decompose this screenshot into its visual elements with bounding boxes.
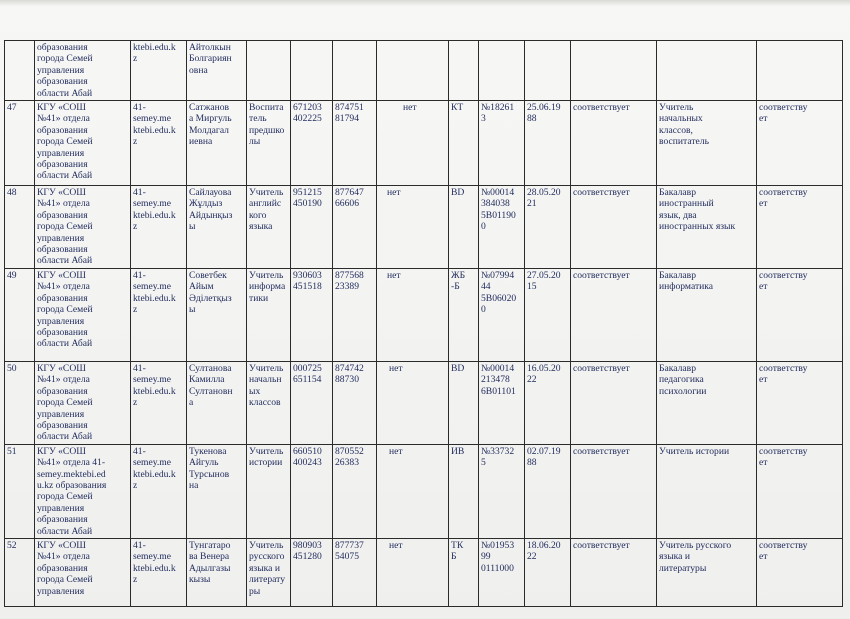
position-cell: Воспита тель предшко лы xyxy=(247,101,291,186)
diploma-date-cell: 18.06.20 22 xyxy=(525,538,571,606)
conformity-cell: соответствует xyxy=(571,444,657,538)
website-cell: 41- semey.me ktebi.edu.k z xyxy=(131,186,187,269)
iin-cell: 000725 651154 xyxy=(291,361,333,444)
full-name-cell: Сайлауова Жұлдыз Айдынқыз ы xyxy=(187,186,247,269)
diploma-number-cell: №00014 213478 6В01101 xyxy=(479,361,525,444)
diploma-series-cell xyxy=(449,41,479,101)
iin-cell: 951215 450190 xyxy=(291,186,333,269)
organization-cell: КГУ «СОШ №41» отдела образования города Семей управления xyxy=(35,538,131,606)
position-cell: Учитель английс кого языка xyxy=(247,186,291,269)
position-cell: Учитель информа тики xyxy=(247,268,291,361)
qualification-cell: Учитель начальных классов, воспитатель xyxy=(657,101,757,186)
diploma-number-cell: №01953 99 0111000 xyxy=(479,538,525,606)
diploma-number-cell: №18261 3 xyxy=(479,101,525,186)
iin-cell: 671203 402225 xyxy=(291,101,333,186)
staff-registry-table xyxy=(4,40,843,607)
phone-cell: 870552 26383 xyxy=(333,444,377,538)
diploma-date-cell: 25.06.19 88 xyxy=(525,101,571,186)
row-number: 50 xyxy=(5,361,35,444)
phone-cell: 874742 88730 xyxy=(333,361,377,444)
diploma-date-cell: 27.05.20 15 xyxy=(525,268,571,361)
organization-cell: КГУ «СОШ №41» отдела образования города Семей управления образования области Абай xyxy=(35,186,131,269)
organization-cell: образования города Семей управления образования области Абай xyxy=(35,41,131,101)
iin-cell: 930603 451518 xyxy=(291,268,333,361)
scan-edge-shadow xyxy=(0,0,850,6)
conformity-cell xyxy=(571,41,657,101)
row-number xyxy=(5,41,35,101)
website-cell: 41- semey.me ktebi.edu.k z xyxy=(131,268,187,361)
row-number: 47 xyxy=(5,101,35,186)
conclusion-cell: соответству ет xyxy=(757,538,843,606)
phone-cell: 877568 23389 xyxy=(333,268,377,361)
diploma-number-cell xyxy=(479,41,525,101)
table-row xyxy=(5,538,843,606)
diploma-date-cell: 02.07.19 88 xyxy=(525,444,571,538)
conclusion-cell: соответству ет xyxy=(757,101,843,186)
phone-cell xyxy=(333,41,377,101)
conclusion-cell: соответству ет xyxy=(757,361,843,444)
qualification-cell: Учитель истории xyxy=(657,444,757,538)
qualification-cell: Бакалавр иностранный язык, два иностранных язык xyxy=(657,186,757,269)
table-row xyxy=(5,186,843,269)
diploma-series-cell: ТК Б xyxy=(449,538,479,606)
organization-cell: КГУ «СОШ №41» отдела образования города Семей управления образования области Абай xyxy=(35,101,131,186)
diploma-series-cell: BD xyxy=(449,186,479,269)
conclusion-cell: соответству ет xyxy=(757,444,843,538)
conformity-cell: соответствует xyxy=(571,538,657,606)
website-cell: 41- semey.me ktebi.edu.k z xyxy=(131,538,187,606)
qualification-cell: Бакалавр информатика xyxy=(657,268,757,361)
flag-cell: нет xyxy=(377,361,449,444)
full-name-cell: Советбек Айым Әділетқыз ы xyxy=(187,268,247,361)
row-number: 51 xyxy=(5,444,35,538)
position-cell xyxy=(247,41,291,101)
conclusion-cell: соответству ет xyxy=(757,186,843,269)
conformity-cell: соответствует xyxy=(571,268,657,361)
full-name-cell: Тукенова Айгуль Турсынов на xyxy=(187,444,247,538)
website-cell: 41- semey.me ktebi.edu.k z xyxy=(131,361,187,444)
website-cell: 41- semey.me ktebi.edu.k z xyxy=(131,444,187,538)
row-number: 48 xyxy=(5,186,35,269)
position-cell: Учитель русского языка и литерату ры xyxy=(247,538,291,606)
diploma-series-cell: ЖБ -Б xyxy=(449,268,479,361)
row-number: 49 xyxy=(5,268,35,361)
diploma-date-cell: 16.05.20 22 xyxy=(525,361,571,444)
website-cell: 41- semey.me ktebi.edu.k z xyxy=(131,101,187,186)
flag-cell: нет xyxy=(377,444,449,538)
website-cell: ktebi.edu.k z xyxy=(131,41,187,101)
diploma-number-cell: №33732 5 xyxy=(479,444,525,538)
phone-cell: 877647 66606 xyxy=(333,186,377,269)
flag-cell xyxy=(377,41,449,101)
conclusion-cell: соответству ет xyxy=(757,268,843,361)
full-name-cell: Айтолкын Болгариян овна xyxy=(187,41,247,101)
diploma-date-cell xyxy=(525,41,571,101)
full-name-cell: Тунгатаро ва Венера Адылгазы кызы xyxy=(187,538,247,606)
diploma-date-cell: 28.05.20 21 xyxy=(525,186,571,269)
organization-cell: КГУ «СОШ №41» отдела образования города Семей управления образования области Абай xyxy=(35,361,131,444)
full-name-cell: Сатжанов а Миргуль Молдагал иевна xyxy=(187,101,247,186)
full-name-cell: Султанова Камилла Султановн а xyxy=(187,361,247,444)
organization-cell: КГУ «СОШ №41» отдела 41- semey.mektebi.ed u.kz образования города Семей управления образования области Абай xyxy=(35,444,131,538)
table-row xyxy=(5,41,843,101)
flag-cell: нет xyxy=(377,101,449,186)
flag-cell: нет xyxy=(377,268,449,361)
conformity-cell: соответствует xyxy=(571,361,657,444)
position-cell: Учитель начальн ых классов xyxy=(247,361,291,444)
diploma-series-cell: ИВ xyxy=(449,444,479,538)
conformity-cell: соответствует xyxy=(571,101,657,186)
conformity-cell: соответствует xyxy=(571,186,657,269)
qualification-cell: Учитель русского языка и литературы xyxy=(657,538,757,606)
table-row xyxy=(5,444,843,538)
row-number: 52 xyxy=(5,538,35,606)
table-row xyxy=(5,268,843,361)
organization-cell: КГУ «СОШ №41» отдела образования города Семей управления образования области Абай xyxy=(35,268,131,361)
diploma-number-cell: №00014 384038 5В01190 0 xyxy=(479,186,525,269)
diploma-number-cell: №07994 44 5В06020 0 xyxy=(479,268,525,361)
diploma-series-cell: КТ xyxy=(449,101,479,186)
phone-cell: 877737 54075 xyxy=(333,538,377,606)
qualification-cell: Бакалавр педагогика психологии xyxy=(657,361,757,444)
flag-cell: нет xyxy=(377,186,449,269)
table-row xyxy=(5,361,843,444)
flag-cell: нет xyxy=(377,538,449,606)
iin-cell: 980903 451280 xyxy=(291,538,333,606)
diploma-series-cell: BD xyxy=(449,361,479,444)
conclusion-cell xyxy=(757,41,843,101)
iin-cell: 660510 400243 xyxy=(291,444,333,538)
table-row xyxy=(5,101,843,186)
iin-cell xyxy=(291,41,333,101)
phone-cell: 874751 81794 xyxy=(333,101,377,186)
qualification-cell xyxy=(657,41,757,101)
position-cell: Учитель истории xyxy=(247,444,291,538)
